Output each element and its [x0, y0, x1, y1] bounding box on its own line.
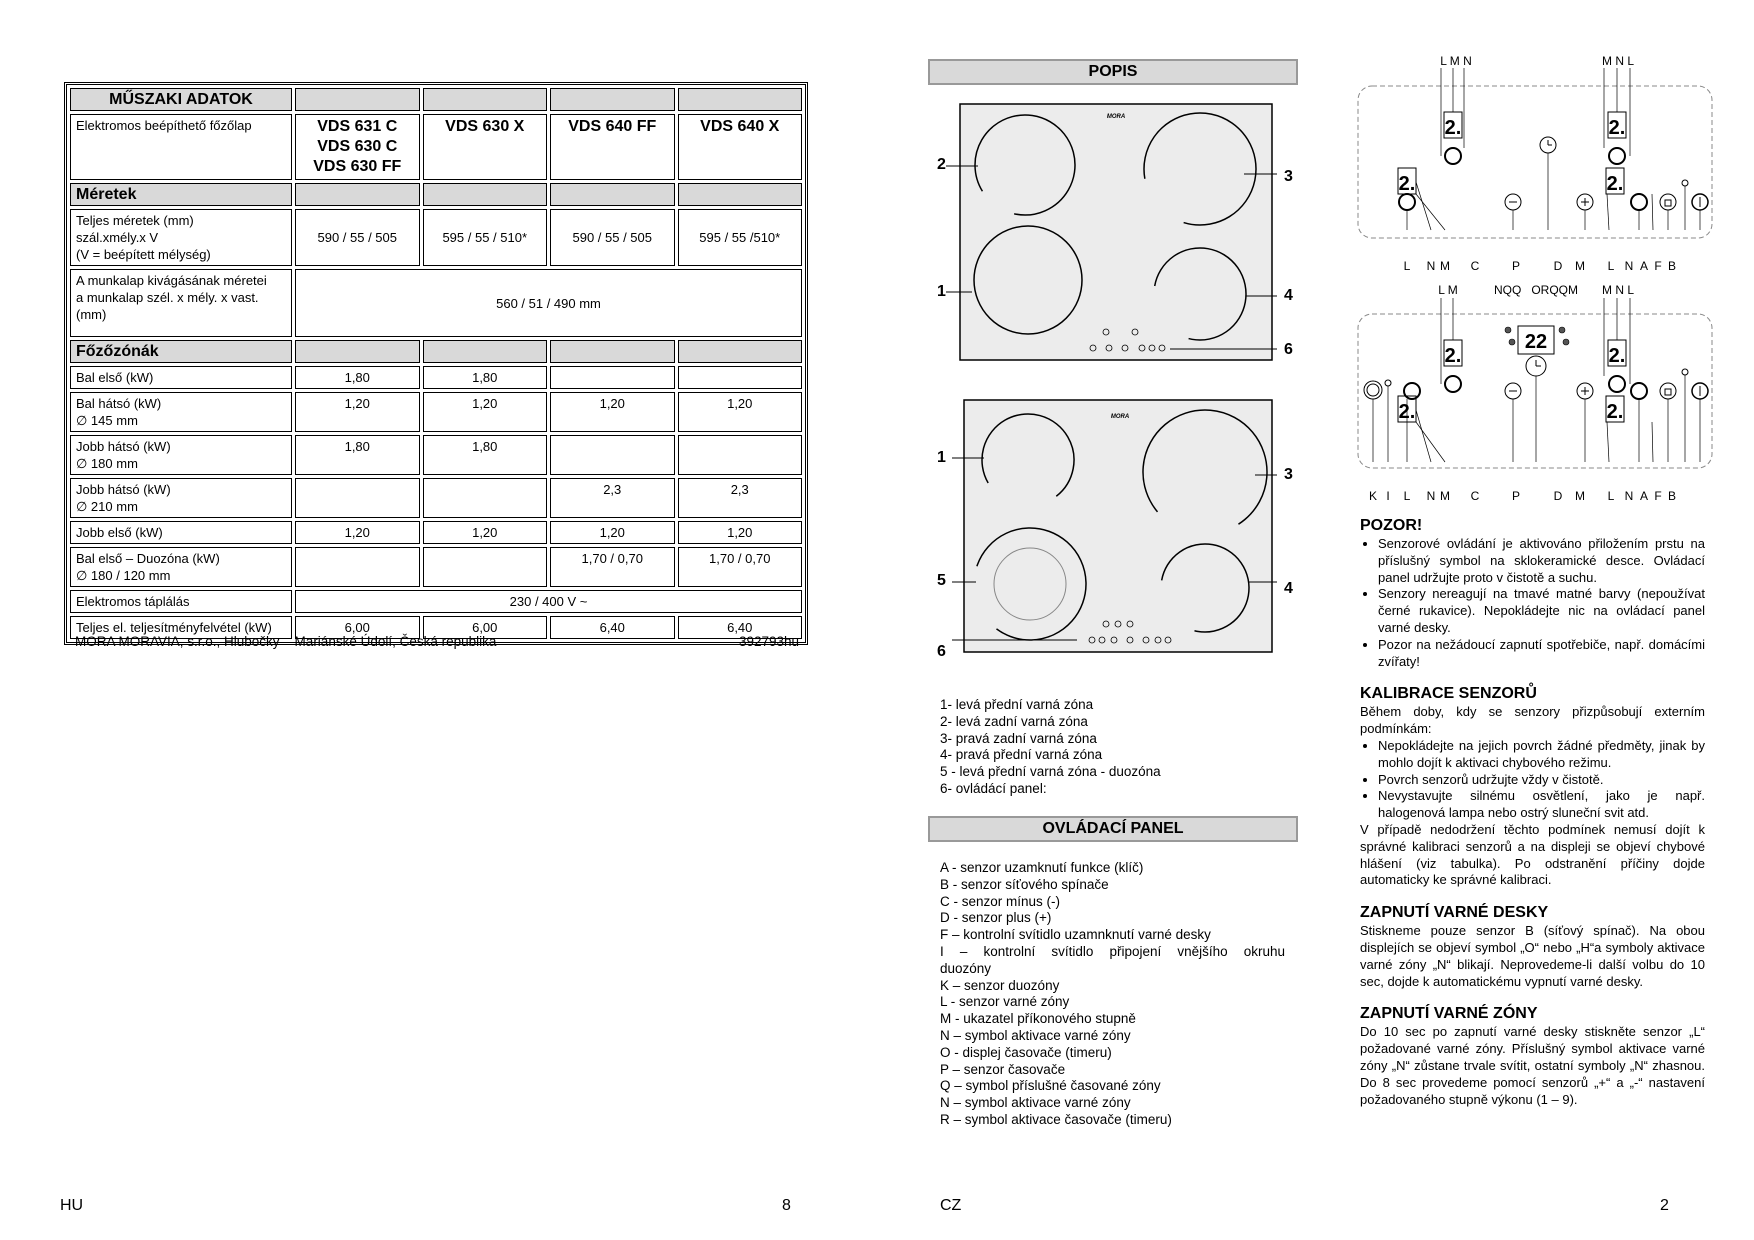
list-item: • Pozor na nežádoucí zapnutí spotřebiče, např. domácími zvířaty! [1378, 637, 1705, 671]
row-label-supply: Elektromos táplálás [70, 590, 292, 613]
table-cell: 1,20 [678, 392, 803, 432]
list-item: M - ukazatel příkonového stupně [940, 1011, 1136, 1027]
brand-logo: MORA [1110, 414, 1130, 420]
list-item: N – symbol aktivace varné zóny [940, 1095, 1131, 1111]
technical-data-table [64, 82, 808, 645]
table-cell: 2,3 [678, 478, 803, 518]
product-label: Elektromos beépíthető főzőlap [70, 114, 292, 180]
table-cell [678, 366, 803, 389]
table-cell: 6,40 [550, 616, 675, 639]
hob-on-heading: ZAPNUTÍ VARNÉ DESKY [1360, 904, 1549, 922]
footer-page-number-right: 2 [1660, 1197, 1669, 1214]
calibration-outro: V případě nedodržení těchto podmínek nemusí dojít k správné kalibraci senzorů a na displeji se objeví chybové hlášení (viz tabulka). Po odstranění příčiny dojde automaticky ke správné kalibraci. [1360, 821, 1705, 888]
zone-sensor [1609, 376, 1625, 392]
list-item: F – kontrolní svítidlo uzamnknutí varné desky [940, 927, 1211, 943]
table-cell: 1,80 [295, 366, 420, 389]
label-top-right: M N L [1601, 283, 1635, 297]
popis-heading: POPIS [928, 59, 1298, 85]
company-address: MORA MORAVIA, s.r.o., Hlubočky – Mariánské Údolí, Česká republika [75, 634, 497, 649]
callout-5: 5 [937, 572, 946, 589]
list-item: Q – symbol příslušné časované zóny [940, 1078, 1161, 1094]
section-dimensions: Méretek [70, 183, 292, 206]
row-label-rear-left: Bal hátsó (kW) ∅ 145 mm [70, 392, 292, 432]
diagram-label: F [1654, 259, 1662, 273]
row-label-cutout: A munkalap kivágásának méretei a munkalap szél. x mély. x vast. (mm) [70, 269, 292, 337]
list-item: I – kontrolní svítidlo připojení vnějšího okruhu [940, 943, 1285, 959]
control-panel-diagram-2 [1352, 282, 1722, 504]
list-item: • Povrch senzorů udržujte vždy v čistotě. [1378, 772, 1705, 789]
diagram-label: C [1470, 259, 1480, 273]
list-item: 2- levá zadní varná zóna [940, 713, 1088, 729]
diagram-label: N [1624, 489, 1634, 503]
pozor-heading: POZOR! [1360, 517, 1423, 534]
power-level-display: 2. [1398, 401, 1416, 423]
list-item: 1- levá přední varná zóna [940, 697, 1094, 712]
diagram-label: N [1624, 259, 1634, 273]
list-item: C - senzor mínus (-) [940, 893, 1061, 909]
callout-6: 6 [937, 643, 946, 660]
label-top-mid: NQQ ORQQM [1494, 283, 1578, 297]
model-3: VDS 640 FF [550, 114, 675, 180]
table-cell: 590 / 55 / 505 [550, 209, 675, 266]
table-cell: 6,00 [295, 616, 420, 639]
table-cell: 6,00 [423, 616, 548, 639]
diagram-label: C [1470, 489, 1480, 503]
list-item: • Senzory nereagují na tmavé matné barvy (nepoužívat černé rukavice). Nepokládejte nic na ovládací panel varné desky. [1378, 586, 1705, 636]
footer-page-number-left: 8 [782, 1197, 791, 1214]
table-cell [550, 366, 675, 389]
table-cell [295, 547, 420, 587]
table-title: MŰSZAKI ADATOK [70, 88, 292, 111]
table-cell: 595 / 55 / 510* [423, 209, 548, 266]
zone-on-heading: ZAPNUTÍ VARNÉ ZÓNY [1360, 1005, 1538, 1023]
lock-indicator-icon [1682, 369, 1688, 375]
list-item: 3- pravá zadní varná zóna [940, 730, 1097, 746]
diagram-label: A [1639, 489, 1649, 503]
diagram-label: B [1667, 489, 1677, 503]
power-level-display: 2. [1608, 117, 1626, 139]
hob-on-text: Stiskneme pouze senzor B (síťový spínač). Na obou displejích se objeví symbol „O“ nebo „H“a symboly aktivace varné zóny „N“ blikají. Neprovedeme-li další volbu do 10 sec, dojde k automatickému vypnutí varné desky. [1360, 923, 1705, 989]
list-item: B - senzor síťového spínače [940, 876, 1109, 892]
diagram-label: M [1440, 489, 1450, 503]
document-code: 392793hu [739, 634, 800, 649]
list-item: O - displej časovače (timeru) [940, 1044, 1112, 1060]
calibration-heading: KALIBRACE SENZORŮ [1360, 685, 1537, 703]
control-panel-diagram-1 [1352, 52, 1722, 276]
list-item: A - senzor uzamknutí funkce (klíč) [940, 860, 1144, 875]
zone-sensor [1609, 148, 1625, 164]
label-top-left: L M N [1440, 54, 1472, 68]
diagram-label: L [1403, 489, 1411, 503]
callout-2: 2 [937, 156, 946, 173]
zone-sensor [1445, 148, 1461, 164]
power-level-display: 2. [1606, 173, 1624, 195]
hob-diagram-bottom [932, 394, 1302, 654]
callout-6: 6 [1284, 341, 1293, 358]
row-label-front-right: Jobb első (kW) [70, 521, 292, 544]
table-cell: 1,70 / 0,70 [550, 547, 675, 587]
callout-3: 3 [1284, 168, 1293, 185]
list-item: L - senzor varné zóny [940, 994, 1070, 1010]
list-item: K – senzor duozóny [940, 977, 1060, 993]
lock-icon [1660, 383, 1676, 399]
table-cell: 1,20 [550, 392, 675, 432]
table-cell: 1,20 [295, 521, 420, 544]
diagram-label: L [1607, 489, 1615, 503]
section-zones: Főzőzónák [70, 340, 292, 363]
diagram-label: M [1575, 489, 1585, 503]
zone-sensor [1404, 383, 1420, 399]
diagram-label: L [1607, 259, 1615, 273]
list-item: • Nepokládejte na jejich povrch žádné předměty, jinak by mohlo dojít k aktivaci chybového režimu. [1378, 738, 1705, 772]
table-cell [423, 478, 548, 518]
zone-sensor [1631, 194, 1647, 210]
power-level-display: 2. [1444, 345, 1462, 367]
cutout-value: 560 / 51 / 490 mm [295, 269, 802, 337]
diagram-label: I [1386, 489, 1390, 503]
row-label-power: Teljes el. teljesítményfelvétel (kW) [70, 616, 292, 639]
diagram-label: B [1667, 259, 1677, 273]
lock-indicator-icon [1682, 180, 1688, 186]
zone-sensor [1399, 194, 1415, 210]
list-item: duozóny [940, 960, 992, 976]
zone-sensor [1631, 383, 1647, 399]
diagram-label: F [1654, 489, 1662, 503]
row-label-rear-right-180: Jobb hátsó (kW) ∅ 180 mm [70, 435, 292, 475]
power-level-display: 2. [1608, 345, 1626, 367]
row-label-duozone: Bal első – Duozóna (kW) ∅ 180 / 120 mm [70, 547, 292, 587]
table-cell: 595 / 55 /510* [678, 209, 803, 266]
list-item: 5 - levá přední varná zóna - duozóna [940, 764, 1161, 780]
zone-list [940, 697, 1161, 798]
table-cell: 1,80 [423, 366, 548, 389]
control-panel-heading: OVLÁDACÍ PANEL [928, 816, 1298, 842]
table-cell: 2,3 [550, 478, 675, 518]
panel-legend [940, 860, 1285, 1129]
table-cell: 1,20 [678, 521, 803, 544]
power-level-display: 2. [1606, 401, 1624, 423]
table-cell: 1,20 [423, 521, 548, 544]
diagram-label: M [1440, 259, 1450, 273]
brand-logo: MORA [1106, 114, 1126, 120]
table-cell [550, 435, 675, 475]
model-1: VDS 631 C VDS 630 C VDS 630 FF [295, 114, 420, 180]
diagram-label: D [1553, 489, 1563, 503]
lock-icon [1660, 194, 1676, 210]
model-2: VDS 630 X [423, 114, 548, 180]
calibration-intro: Během doby, kdy se senzory přizpůsobují externím podmínkám: [1360, 704, 1705, 737]
list-item: 4- pravá přední varná zóna [940, 747, 1103, 763]
label-top-right: M N L [1601, 54, 1635, 68]
table-cell: 590 / 55 / 505 [295, 209, 420, 266]
power-level-display: 2. [1444, 117, 1462, 139]
instructions-column [1360, 516, 1705, 1108]
footer-language-hu: HU [60, 1197, 84, 1214]
diagram-label: M [1575, 259, 1585, 273]
timer-display: 22 [1524, 331, 1548, 353]
list-item: N – symbol aktivace varné zóny [940, 1027, 1131, 1043]
table-cell: 1,70 / 0,70 [678, 547, 803, 587]
callout-4: 4 [1284, 580, 1293, 597]
row-label-rear-right-210: Jobb hátsó (kW) ∅ 210 mm [70, 478, 292, 518]
duozone-indicator-icon [1385, 380, 1391, 386]
list-item: • Senzorové ovládání je aktivováno přiložením prstu na příslušný symbol na sklokeramické desce. Ovládací panel udržujte proto v čistotě a suchu. [1378, 536, 1705, 586]
table-cell [295, 478, 420, 518]
table-cell: 1,80 [423, 435, 548, 475]
footer-language-cz: CZ [940, 1197, 962, 1214]
table-cell: 1,80 [295, 435, 420, 475]
list-item: D - senzor plus (+) [940, 910, 1052, 926]
zone-sensor [1445, 376, 1461, 392]
callout-4: 4 [1284, 287, 1293, 304]
diagram-label: D [1553, 259, 1563, 273]
list-item: P – senzor časovače [940, 1061, 1066, 1077]
table-cell: 1,20 [423, 392, 548, 432]
row-label-front-left: Bal első (kW) [70, 366, 292, 389]
table-cell [423, 547, 548, 587]
power-level-display: 2. [1398, 173, 1416, 195]
row-label-total-dims: Teljes méretek (mm) szál.xmély.x V (V = beépített mélység) [70, 209, 292, 266]
zone-on-text: Do 10 sec po zapnutí varné desky stiskněte senzor „L“ požadované varné zóny. Příslušný symbol aktivace varné zóny „N“ zůstane trvale svítit, ostatní symboly „N“ zhasnou. Do 8 sec provedeme pomocí senzorů „+“ a „-“ nastavení požadovaného stupně výkonu (1 – 9). [1360, 1024, 1705, 1107]
list-item: 6- ovládácí panel: [940, 780, 1047, 796]
callout-1: 1 [937, 449, 946, 466]
label-top-left: L M [1438, 283, 1458, 297]
diagram-label: P [1511, 489, 1521, 503]
hob-glass [960, 104, 1272, 360]
table-cell: 6,40 [678, 616, 803, 639]
table-cell [678, 435, 803, 475]
list-item: R – symbol aktivace časovače (timeru) [940, 1111, 1172, 1127]
table-cell: 1,20 [295, 392, 420, 432]
table-cell: 1,20 [550, 521, 675, 544]
diagram-label: A [1639, 259, 1649, 273]
callout-3: 3 [1284, 466, 1293, 483]
diagram-label: N [1426, 259, 1436, 273]
hob-diagram-top [932, 96, 1302, 372]
panel-outline [1358, 86, 1712, 238]
list-item: • Nevystavujte silnému osvětlení, jako je např. halogenová lampa nebo ostrý sluneční svit atd. [1378, 788, 1705, 822]
diagram-label: P [1511, 259, 1521, 273]
diagram-label: K [1368, 489, 1378, 503]
model-4: VDS 640 X [678, 114, 803, 180]
diagram-label: N [1426, 489, 1436, 503]
callout-1: 1 [937, 283, 946, 300]
supply-value: 230 / 400 V ~ [295, 590, 802, 613]
diagram-label: L [1403, 259, 1411, 273]
